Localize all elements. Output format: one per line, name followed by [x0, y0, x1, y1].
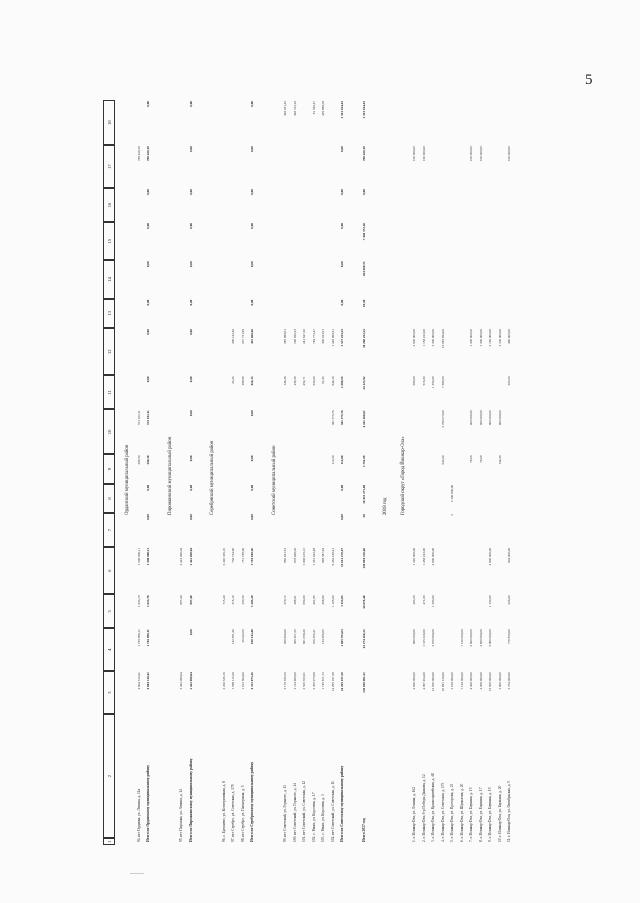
header-cell-3: 3	[103, 671, 115, 714]
header-cell-15: 15	[103, 222, 115, 260]
header-cell-11: 11	[103, 375, 115, 409]
table-cell-col-4: 1 885 793,85	[340, 629, 344, 647]
table-cell-col-8: 10 415 271,09	[361, 484, 366, 504]
table-cell-col-3: 2 455 975,08	[311, 672, 316, 690]
table-cell-col-10: 800 000,00	[497, 410, 502, 426]
table-row	[312, 100, 322, 845]
table-cell-col-3: 238 858 901,21	[361, 672, 366, 693]
table-cell-col-11: 452,71	[302, 376, 306, 386]
table-row	[137, 100, 147, 845]
row-label: 94. пгт Орданка, ул. Ленина, д. 11а	[136, 788, 141, 842]
table-cell-col-12: 1 200 000,00	[469, 329, 473, 347]
table-cell-col-4: 681 258,20	[302, 629, 306, 645]
table-row	[431, 100, 441, 845]
table-cell-col-12: 237 731,99	[240, 329, 245, 344]
table-cell-col-3: 14 295 197,38	[330, 672, 335, 692]
table-cell-col-6: 1 220 000,00	[412, 548, 416, 566]
table-cell-col-8: 0,00	[146, 484, 150, 491]
table-cell-col-4: 1 315 220,00	[421, 629, 426, 647]
section-title: Городской округ «Город Йошкар-Ола»	[400, 436, 406, 515]
total-row	[250, 100, 260, 845]
table-cell-col-3: 4 604 310,41	[146, 672, 150, 690]
row-label: 5. г. Йошкар-Ола, ул. Прохорова, д. 23	[450, 783, 454, 842]
table-cell-col-10: 572 102,11	[136, 410, 141, 426]
table-cell-col-5: 226,00	[507, 595, 511, 605]
table-cell-col-10: 4 411 268,61	[361, 410, 366, 428]
table-cell-col-4: 306 267,33	[292, 629, 297, 645]
table-cell-col-7: 0,00	[188, 514, 193, 520]
row-label: 96. с. Брежнево, ул. Кооперативная, д. 8	[221, 781, 226, 842]
table-cell-col-12: 34 260 252,25	[361, 329, 366, 348]
table-row	[231, 100, 241, 845]
table-cell-col-5: 897,40	[188, 595, 193, 605]
table-cell-col-11: 236,39	[292, 376, 297, 386]
table-cell-col-10: 800 000,00	[488, 410, 492, 426]
table-cell-col-10: 400 000,00	[478, 410, 483, 426]
table-cell-col-18: 1 591 924,63	[340, 101, 344, 119]
table-cell-col-17: 160 000,00	[507, 146, 511, 161]
table-cell-col-12: 1 200 000,00	[478, 329, 483, 347]
table-row	[283, 100, 293, 845]
table-cell-col-17: 160 000,00	[421, 146, 426, 161]
table-cell-col-18: 81 526,47	[311, 101, 316, 115]
table-cell-col-17: 0,00	[340, 146, 344, 152]
table-cell-col-4: 770 850,00	[507, 629, 511, 645]
header-cell-4: 4	[103, 628, 115, 671]
table-cell-col-11: 398,99	[240, 376, 245, 386]
table-cell-col-10: 0,00	[250, 410, 254, 417]
header-cell-12: 12	[103, 328, 115, 375]
table-cell-col-16: 0,00	[340, 189, 344, 195]
table-cell-col-3: 2 114 909,00	[292, 672, 297, 690]
row-label: 104. пгт Советский, ул. Советская, д. 11	[330, 781, 335, 842]
table-cell-col-14: 0,00	[340, 261, 344, 268]
table-cell-col-8: 0,00	[250, 484, 254, 491]
header-cell-16: 16	[103, 188, 115, 222]
table-cell-col-4: 2 600 000,00	[469, 629, 473, 647]
table-cell-col-9: 643,00	[440, 455, 445, 465]
table-cell-col-9: 1 791,99	[361, 455, 366, 467]
row-label: 103. с. Ракиз, ул. Королева, д. 3	[321, 794, 325, 842]
table-cell-col-3: 4 333 073,36	[250, 672, 254, 690]
table-cell-col-8: 0,00	[188, 484, 193, 491]
table-cell-col-12: 480 000,00	[507, 329, 511, 344]
header-cell-2: 2	[103, 714, 115, 838]
table-cell-col-9: 0,00	[188, 455, 193, 462]
table-cell-col-18: 1 591 924,63	[361, 101, 366, 119]
table-cell-col-6: 904 000,00	[507, 548, 511, 563]
table-row	[507, 100, 517, 845]
header-cell-13: 13	[103, 299, 115, 328]
header-cell-1: 1	[103, 838, 115, 845]
table-cell-col-3: 4 097 464,00	[421, 672, 426, 690]
table-cell-col-3: 3 900 000,00	[497, 672, 502, 690]
table-cell-col-8: 2 100 000,00	[450, 484, 454, 503]
row-label: 98. пгт Серебро, ул. Пионерская, д. 5	[240, 785, 245, 842]
table-cell-col-6: 1 451 462,48	[311, 548, 316, 566]
table-cell-col-5: 3 115,05	[340, 595, 344, 607]
table-cell-col-17: 0,00	[250, 146, 254, 152]
table-cell-col-5: 897,40	[179, 595, 183, 605]
table-cell-col-7: 0,00	[146, 514, 150, 520]
table-cell-col-3: 2 100 000,00	[450, 672, 454, 690]
table-cell-col-6: 960 921,61	[283, 548, 287, 563]
table-cell-col-5: 220,50	[240, 595, 245, 605]
table-cell-col-11: 7 580,00	[440, 376, 445, 388]
table-cell-col-12: 0,00	[146, 329, 150, 335]
header-cell-18: 18	[103, 100, 115, 145]
table-cell-col-3: 1 745 871,73	[321, 672, 325, 690]
total-row	[189, 100, 199, 845]
table-cell-col-9: 296,50	[136, 455, 141, 465]
table-cell-col-3: 12 636 000,00	[431, 672, 435, 692]
table-cell-col-5: 1 150,00	[488, 595, 492, 607]
table-row	[321, 100, 331, 845]
table-cell-col-3: 2 525 353,61	[302, 672, 306, 690]
table-cell-col-12: 0,00	[188, 329, 193, 335]
table-cell-col-9: 112,00	[330, 455, 335, 465]
total-row	[340, 100, 350, 845]
table-cell-col-5: 288,61	[292, 595, 297, 605]
table-cell-col-6: 4 000 000,00	[431, 548, 435, 566]
table-cell-col-6: 3 710 849,56	[250, 548, 254, 566]
table-cell-col-12: 1 158 222,00	[421, 329, 426, 347]
table-cell-col-14: 0,00	[188, 261, 193, 268]
table-cell-col-14: 0,00	[250, 261, 254, 268]
header-cell-5: 5	[103, 594, 115, 628]
table-cell-col-7: 0,00	[340, 514, 344, 520]
table-cell-col-4: 26 042,00	[240, 629, 245, 643]
table-cell-col-5: 1 823,70	[146, 595, 150, 607]
table-cell-col-10: 572 102,11	[146, 410, 150, 425]
table-cell-col-18: 0,00	[250, 101, 254, 107]
table-cell-col-5: 203,50	[412, 595, 416, 605]
table-cell-col-3: 2 422 090,04	[188, 672, 193, 690]
table-cell-col-16: 0,00	[188, 189, 193, 195]
table-cell-col-18: 548 261,81	[283, 101, 287, 116]
table-cell-col-5: 1 205,20	[250, 595, 254, 607]
table-cell-col-7: 50	[361, 514, 366, 518]
table-cell-col-18: 429 888,03	[321, 101, 325, 116]
table-cell-col-3: 4 200 000,00	[478, 672, 483, 690]
table-cell-col-10: 2 799 073,00	[440, 410, 445, 428]
table-cell-col-4: 680 000,00	[412, 629, 416, 645]
section-title: Советский муниципальный район	[271, 445, 277, 515]
table-cell-col-11: 590,00	[412, 376, 416, 386]
table-cell-col-3: 2 220 336,16	[221, 672, 226, 690]
table-cell-col-6: 878 489,02	[292, 548, 297, 563]
table-cell-col-12: 208 143,40	[231, 329, 235, 344]
table-cell-col-17: 768 428,10	[146, 146, 150, 161]
table-cell-col-7: 2	[450, 514, 454, 516]
table-row	[179, 100, 189, 845]
table-cell-col-4: 7 120 000,00	[459, 629, 464, 647]
table-cell-col-17: 160 000,00	[469, 146, 473, 161]
table-cell-col-3: 2 704 000,00	[507, 672, 511, 690]
table-cell-col-10: 0,00	[188, 410, 193, 417]
table-cell-col-12: 16 092 854,00	[440, 329, 445, 348]
table-cell-col-6: 2 422 090,04	[179, 548, 183, 566]
table-cell-col-12: 385 988,01	[283, 329, 287, 344]
table-cell-col-3: 1 013 584,00	[240, 672, 245, 690]
table-cell-col-6: 2 422 090,04	[188, 548, 193, 566]
header-cell-6: 6	[103, 547, 115, 594]
table-cell-col-6: 1 500 000,11	[136, 548, 141, 566]
table-row	[302, 100, 312, 845]
table-cell-col-4: 0,00	[188, 629, 193, 636]
table-cell-col-4: 1 765 998,11	[136, 629, 141, 647]
table-cell-col-6: 138 094 338,66	[361, 548, 366, 569]
table-cell-col-4: 132 391,40	[231, 629, 235, 645]
table-cell-col-12: 3 200 000,00	[431, 329, 435, 347]
row-label: 4. г. Йошкар-Ола, ул. Советская, д. 173	[440, 782, 445, 842]
table-cell-col-12: 300 222,91	[321, 329, 325, 344]
table-cell-col-16: 0,00	[146, 189, 150, 195]
table-row	[412, 100, 422, 845]
table-cell-col-4: 106 265,47	[311, 629, 316, 645]
table-row	[469, 100, 479, 845]
table-cell-col-4: 134 286,65	[321, 629, 325, 645]
rotated-table	[103, 100, 608, 845]
table-cell-col-3: 4 660 000,00	[412, 672, 416, 690]
table-cell-col-15: 0,00	[250, 222, 254, 229]
header-cell-7: 7	[103, 513, 115, 547]
table-cell-col-9: 0,00	[250, 455, 254, 462]
row-label: 97. пгт Серебро, ул. Советская, д. 179	[231, 784, 235, 842]
row-label: 11. г. Йошкар-Ола, ул. Октябрьская, д. 5	[507, 780, 511, 842]
row-label: 10. г. Йошкар-Ола, ул. Баумана, д. 20	[497, 785, 502, 842]
table-cell-col-11: 23,43	[231, 376, 235, 384]
table-row	[422, 100, 432, 845]
table-cell-col-14: 454 980,71	[361, 261, 366, 277]
table-cell-col-11: 1 606,95	[340, 376, 344, 388]
table-cell-col-6: 1 008 415,21	[302, 548, 306, 566]
table-cell-col-11: 416,35	[250, 376, 254, 386]
table-row	[241, 100, 251, 845]
table-cell-col-11: 944,20	[330, 376, 335, 386]
table-cell-col-4: 61 274 168,32	[361, 629, 366, 649]
table-cell-col-3: 4 300 000,00	[469, 672, 473, 690]
table-row	[460, 100, 470, 845]
table-cell-col-11: 1 350,00	[431, 376, 435, 388]
table-cell-col-9: 78,00	[469, 455, 473, 463]
table-cell-col-5: 1 200,00	[431, 595, 435, 607]
table-cell-col-11: 61,45	[321, 376, 325, 384]
table-row	[488, 100, 498, 845]
table-cell-col-5: 1 823,70	[136, 595, 141, 607]
table-cell-col-5: 268,80	[321, 595, 325, 605]
table-cell-col-4: 188 343,40	[250, 629, 254, 645]
table-cell-col-3: 4 604 310,41	[136, 672, 141, 690]
footer-mark	[130, 873, 144, 874]
table-cell-col-13: 10,50	[361, 299, 366, 308]
row-label: 6. г. Йошкар-Ола, ул. Шумилова, д. 20	[459, 783, 464, 842]
table-cell-col-11: 0,00	[188, 376, 193, 383]
table-cell-col-15: 0,00	[188, 222, 193, 229]
table-cell-col-5: 401,85	[311, 595, 316, 605]
table-cell-col-13: 0,00	[146, 299, 150, 306]
table-cell-col-11: 0,00	[146, 376, 150, 383]
header-cell-14: 14	[103, 260, 115, 298]
total-row	[146, 100, 156, 845]
table-cell-col-9: 154,00	[497, 455, 502, 465]
table-cell-col-16: 0,00	[250, 189, 254, 195]
table-cell-col-6: 9 454 169,41	[330, 548, 335, 566]
table-cell-col-4: 5 000 000,00	[488, 629, 492, 647]
table-cell-col-12: 784 773,47	[311, 329, 316, 344]
table-cell-col-12: 2 600 000,00	[412, 329, 416, 347]
header-cell-17: 17	[103, 145, 115, 188]
table-cell-col-18: 548 312,22	[292, 101, 297, 116]
row-label: Итого по Пирожковскому муниципальному району	[188, 758, 193, 842]
table-cell-col-5: 471,00	[421, 595, 426, 605]
header-cell-8: 8	[103, 484, 115, 513]
row-label: 1. г. Йошкар-Ола, ул. Ленина, д. 162	[412, 786, 416, 842]
table-cell-col-12: 241 647,20	[302, 329, 306, 344]
table-cell-col-4: 2 600 000,00	[478, 629, 483, 647]
header-cell-10: 10	[103, 409, 115, 454]
header-cell-9: 9	[103, 454, 115, 483]
table-cell-col-3: 7 120 000,00	[459, 672, 464, 690]
table-cell-col-13: 0,00	[188, 299, 193, 306]
table-cell-col-3: 10 891 120,00	[440, 672, 445, 692]
table-row	[331, 100, 341, 845]
table-cell-col-3: 1 099 113,20	[231, 672, 235, 690]
table-cell-col-9: 78,00	[478, 455, 483, 463]
table-cell-col-5: 715,40	[221, 595, 226, 605]
row-label: 95. пгт Пирожки, ул. Ленина, д. 14	[179, 789, 183, 842]
page-number: 5	[585, 72, 593, 88]
row-label: Итого по Орданскому муниципальному району	[146, 764, 150, 842]
table-cell-col-12: 453 860,40	[250, 329, 254, 344]
table-cell-col-5: 650,00	[302, 595, 306, 605]
table-cell-col-11: 533,00	[311, 376, 316, 386]
section-title: Серебряский муниципальный район	[210, 440, 215, 515]
table-row	[498, 100, 508, 845]
table-cell-col-10: 381 375,76	[330, 410, 335, 426]
table-cell-col-11: 515,00	[421, 376, 426, 386]
table-cell-col-12: 1 428 066,61	[330, 329, 335, 347]
table-cell-col-10: 400 000,00	[469, 410, 473, 426]
row-label: Итого 2017 год	[361, 818, 366, 842]
table-cell-col-11: 24 123,92	[361, 376, 366, 390]
row-label: Итого по Советскому муниципальному району	[340, 765, 344, 842]
table-cell-col-17: 160 000,00	[412, 146, 416, 161]
table-cell-col-17: 768 428,10	[361, 146, 366, 161]
table-cell-col-3: 2 422 090,04	[179, 672, 183, 690]
table-cell-col-5: 215,10	[231, 595, 235, 605]
table-cell-col-12: 3 537 255,25	[340, 329, 344, 347]
table-cell-col-3: 2 179 355,33	[283, 672, 287, 690]
section-title: 2018 год	[383, 497, 388, 515]
table-cell-col-12: 2 160 000,00	[488, 329, 492, 347]
table-cell-col-6: 898 387,94	[321, 548, 325, 563]
table-cell-col-5: 58 676,40	[361, 595, 366, 609]
row-label: 101. пгт Советский, ул. Советская, д. 12	[302, 781, 306, 842]
table-cell-col-6: 2 220 336,16	[221, 548, 226, 566]
table-row	[450, 100, 460, 845]
table-cell-col-17: 0,00	[188, 146, 193, 152]
row-label: 2. г. Йошкар-Ола, б-р Победы Дьякова, д. 12	[421, 774, 426, 842]
table-row	[441, 100, 451, 845]
table-cell-col-12: 190 296,25	[292, 329, 297, 344]
table-cell-col-3: 24 295 197,38	[340, 672, 344, 692]
table-cell-col-5: 270,72	[283, 595, 287, 605]
table-cell-col-14: 0,00	[146, 261, 150, 268]
row-label: 7. г. Йошкар-Ола, ул. Баумана, д. 15	[469, 787, 473, 842]
table-row	[479, 100, 489, 845]
table-cell-col-5: 1 105,90	[330, 595, 335, 607]
table-cell-col-13: 0,00	[340, 299, 344, 306]
table-cell-col-15: 0,00	[146, 222, 150, 229]
table-cell-col-3: 12 500 000,00	[488, 672, 492, 692]
table-cell-col-11: 146,38	[283, 376, 287, 386]
table-row	[222, 100, 232, 845]
section-title: Пирожковский муниципальный район	[167, 436, 173, 515]
table-cell-col-17: 160 000,00	[478, 146, 483, 161]
table-cell-col-4: 1 765 998,11	[146, 629, 150, 647]
table-cell-col-6: 4 800 000,00	[488, 548, 492, 566]
table-cell-col-6: 14 651 278,67	[340, 548, 344, 567]
table-cell-col-6: 1 500 000,11	[146, 548, 150, 566]
table-cell-col-4: 3 070 000,00	[431, 629, 435, 647]
table-cell-col-6: 1 458 222,00	[421, 548, 426, 566]
table-cell-col-10: 381 375,76	[340, 410, 344, 426]
section-title: Орданский муниципальный район	[125, 444, 130, 515]
table-row	[293, 100, 303, 845]
table-cell-col-9: 112,00	[340, 455, 344, 465]
row-label: 9. г. Йошкар-Ола, ул. Баумана, д. 19	[488, 787, 492, 842]
table-cell-col-15: 0,00	[340, 222, 344, 229]
table-cell-col-15: 7 450 372,56	[361, 222, 366, 241]
table-cell-col-18: 0,00	[146, 101, 150, 107]
row-label: 100. пгт Советский, ул. Горького, д. 14	[292, 783, 297, 842]
row-label: 99. пгт Советский, ул. Горького, д. 13	[283, 784, 287, 842]
table-cell-col-16: 0,00	[361, 189, 366, 195]
table-cell-col-6: 751 788,00	[240, 548, 245, 563]
table-cell-col-7: 0,00	[250, 514, 254, 520]
table-cell-col-4: 299 600,00	[283, 629, 287, 645]
table-cell-col-18: 0,00	[188, 101, 193, 107]
row-label: 3. г. Йошкар-Ола, ул. Красноармейская, д. 48	[431, 773, 435, 842]
row-label: 8. г. Йошкар-Ола, ул. Баумана, д. 17	[478, 787, 483, 842]
table-cell-col-17: 768 428,10	[136, 146, 141, 161]
table-cell-col-9: 296,50	[146, 455, 150, 465]
table-cell-col-8: 0,00	[340, 484, 344, 491]
row-label: Итого по Серебряскому муниципальному району	[250, 761, 254, 842]
table-cell-col-12: 2 100 000,00	[497, 329, 502, 347]
table-cell-col-13: 0,00	[250, 299, 254, 306]
row-label: 102. с. Ракиз, ул. Королева, д. 17	[311, 792, 316, 842]
total-row	[362, 100, 372, 845]
table-cell-col-6: 738 724,60	[231, 548, 235, 563]
table-cell-col-11: 203,00	[507, 376, 511, 386]
